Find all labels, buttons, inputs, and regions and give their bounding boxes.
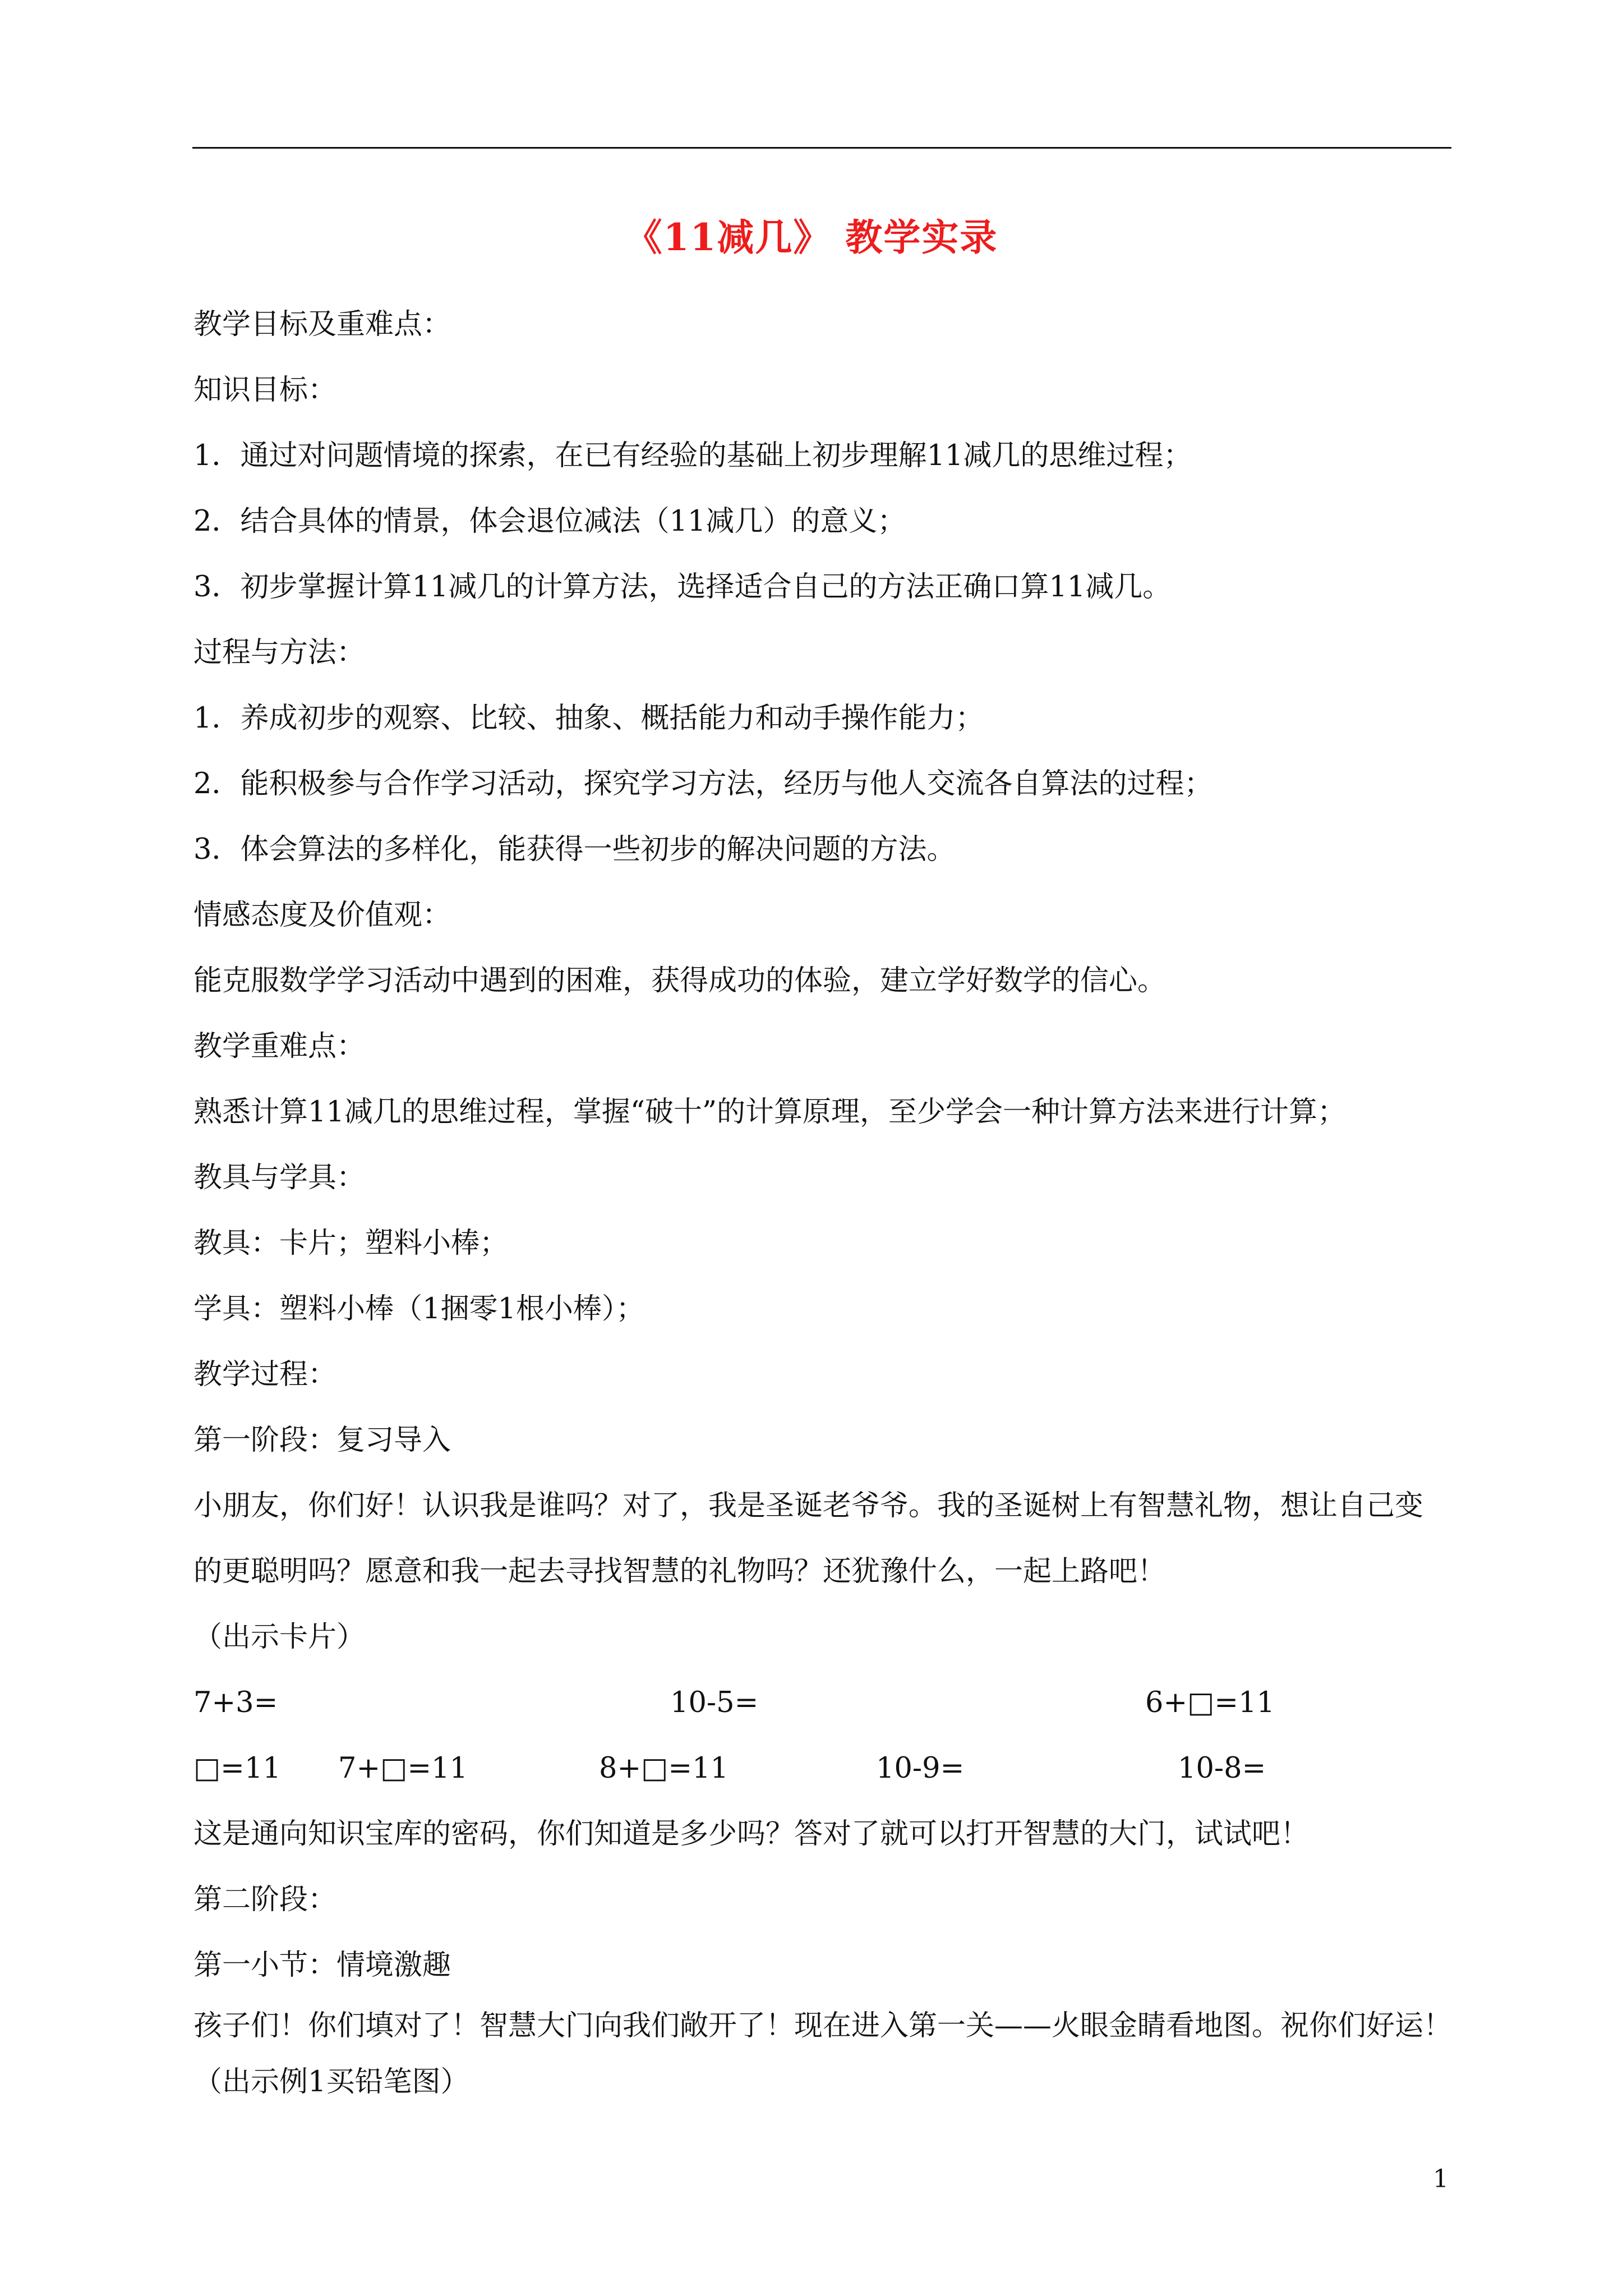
card-expression: 6+□=11: [1145, 1686, 1275, 1719]
cards-row-2: [193, 1736, 1455, 1801]
paragraph: （出示例1买铅笔图）: [193, 2065, 469, 2099]
paragraph: 3．体会算法的多样化，能获得一些初步的解决问题的方法。: [193, 833, 956, 866]
paragraph: 3．初步掌握计算11减几的计算方法，选择适合自己的方法正确口算11减几。: [193, 570, 1172, 604]
paragraph: 这是通向知识宝库的密码，你们知道是多少吗？答对了就可以打开智慧的大门，试试吧！: [193, 1818, 1310, 1851]
paragraph: 教学重难点：: [193, 1030, 366, 1063]
paragraph: 教具：卡片；塑料小棒；: [193, 1227, 509, 1260]
paragraph: 小朋友，你们好！认识我是谁吗？对了，我是圣诞老爷爷。我的圣诞树上有智慧礼物，想让自己变: [193, 1489, 1424, 1522]
paragraph: 2．能积极参与合作学习活动，探究学习方法，经历与他人交流各自算法的过程；: [193, 767, 1213, 800]
card-expression: 10-8=: [1178, 1752, 1266, 1785]
card-expression: 10-9=: [876, 1752, 965, 1785]
paragraph: 第二阶段：: [193, 1883, 337, 1916]
paragraph: 第一阶段：复习导入: [193, 1424, 451, 1457]
card-expression: 7+□=11: [338, 1752, 468, 1785]
paragraph: （出示卡片）: [193, 1621, 366, 1654]
paragraph: 熟悉计算11减几的思维过程，掌握“破十”的计算原理，至少学会一种计算方法来进行计算；: [193, 1096, 1347, 1129]
paragraph: 孩子们！你们填对了！智慧大门向我们敞开了！现在进入第一关——火眼金睛看地图。祝你们好运！: [193, 2009, 1453, 2042]
paragraph: 第一小节：情境激趣: [193, 1949, 451, 1982]
paragraph: 教学目标及重难点：: [193, 308, 451, 341]
card-expression: 10-5=: [670, 1686, 759, 1719]
paragraph: 1．养成初步的观察、比较、抽象、概括能力和动手操作能力；: [193, 702, 984, 735]
card-expression: 8+□=11: [599, 1752, 728, 1785]
paragraph: 能克服数学学习活动中遇到的困难，获得成功的体验，建立学好数学的信心。: [193, 964, 1166, 997]
paragraph: 2．结合具体的情景，体会退位减法（11减几）的意义；: [193, 505, 906, 538]
document-body: [193, 292, 1455, 2110]
paragraph: 情感态度及价值观：: [193, 899, 451, 932]
paragraph: 的更聪明吗？愿意和我一起去寻找智慧的礼物吗？还犹豫什么，一起上路吧！: [193, 1555, 1166, 1588]
header-rule: [192, 147, 1451, 149]
paragraph: 过程与方法：: [193, 636, 366, 669]
paragraph: 教具与学具：: [193, 1161, 366, 1194]
page-number: 1: [1433, 2165, 1449, 2193]
card-expression: □=11: [193, 1752, 281, 1785]
paragraph: 学具：塑料小棒（1捆零1根小棒）；: [193, 1292, 645, 1326]
paragraph: 1．通过对问题情境的探索，在已有经验的基础上初步理解11减几的思维过程；: [193, 439, 1192, 472]
paragraph: 知识目标：: [193, 374, 337, 407]
card-expression: 7+3=: [193, 1686, 278, 1719]
cards-row-1: [193, 1670, 1455, 1736]
paragraph: 教学过程：: [193, 1358, 337, 1391]
document-title: 《11减几》 教学实录: [625, 215, 998, 259]
